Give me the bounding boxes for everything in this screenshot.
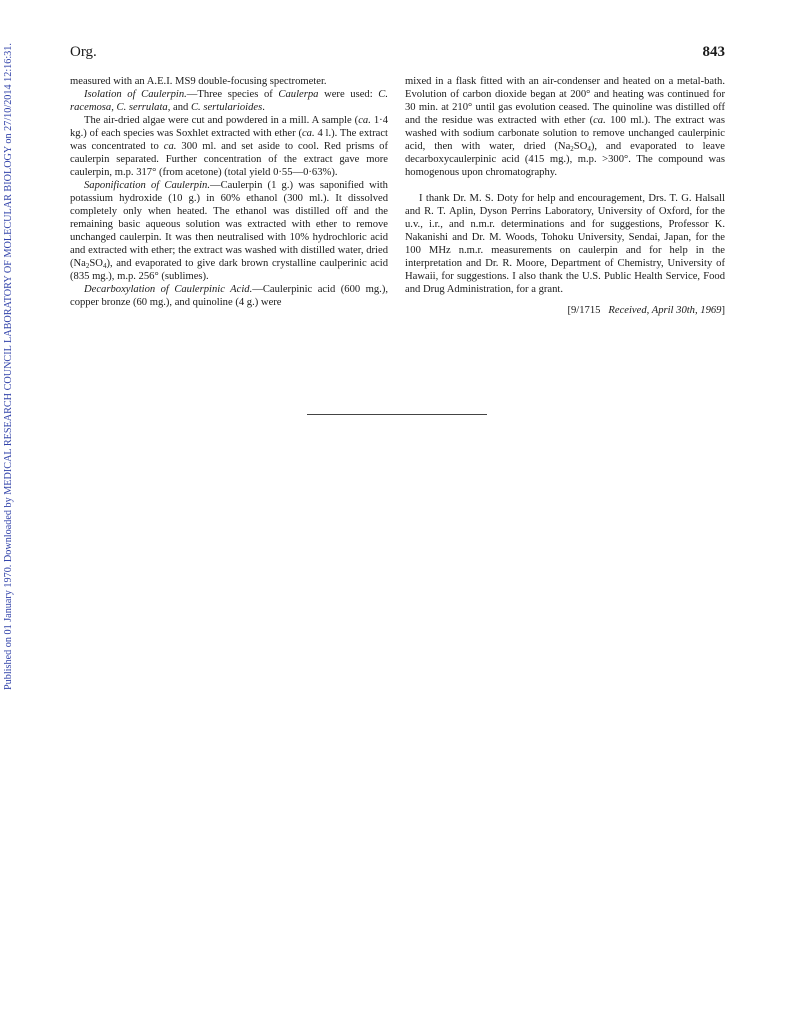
left-column	[70, 75, 388, 309]
paragraph-decarboxylation-continued: mixed in a flask fitted with an air-condenser and heated on a metal-bath. Evolution of carbon dioxide began at 200° and heating was continued for 30 min. at 210° until gas evolution ceased. The quinoline was distilled off and the residue was extracted with ether (ca. 100 ml.). The extract was washed with sodium carbonate solution to remove unchanged caulerpinic acid, then with water, dried $(Na_2SO_4)$, and evaporated to leave decarboxycaulerpinic acid (415 mg.), m.p. >300°. The compound was homogenous upon chromatography.	[405, 76, 725, 178]
running-head	[70, 44, 725, 64]
paragraph-decarboxylation: Decarboxylation of Caulerpinic Acid.—Caulerpinic acid (600 mg.), copper bronze (60 mg.), and quinoline (4 g.) were	[70, 284, 388, 308]
received-date: Received, April 30th, 1969	[608, 305, 722, 316]
section-heading-isolation: Isolation of Caulerpin.	[84, 89, 187, 100]
paragraph-saponification: Saponification of Caulerpin.—Caulerpin (1 g.) was saponified with potassium hydroxide (10 g.) in 60% ethanol (300 ml.). It dissolved completely only when heated. The ethanol was distilled off and the remaining basic aqueous solution was extracted with ether to remove unchanged caulerpin. It was then neutralised with 10% hydrochloric acid and extracted with ether; the extract was washed with distilled water, dried $(Na_2SO_4)$, and evaporated to give dark brown crystalline caulperinic acid (835 mg.), m.p. 256° (sublimes).	[70, 180, 388, 282]
received-line: [9/1715 Received, April 30th, 1969]	[567, 305, 725, 316]
section-heading-decarboxylation: Decarboxylation of Caulerpinic Acid.	[84, 284, 253, 295]
paragraph-acknowledgements: I thank Dr. M. S. Doty for help and encouragement, Drs. T. G. Halsall and R. T. Aplin, Dyson Perrins Laboratory, University of Oxford, for the u.v., i.r., and n.m.r. determinations and for suggestions, Professor K. Nakanishi and Dr. M. Woods, Tohoku University, Sendai, Japan, for the 100 MHz n.m.r. measurements on caulerpin and for help in the interpretation and Dr. R. Moore, Department of Chemistry, University of Hawaii, for suggestions. I also thank the U.S. Public Health Service, Food and Drug Administration, for a grant.	[405, 193, 725, 295]
publication-stamp-text: Published on 01 January 1970. Downloaded by MEDICAL RESEARCH COUNCIL LABORATORY OF MOLECULAR BIOLOGY on 27/10/2014 12:16:31.	[3, 43, 14, 690]
paragraph-spectrometer: measured with an A.E.I. MS9 double-focusing spectrometer.	[70, 76, 327, 87]
paragraph-extraction: The air-dried algae were cut and powdered in a mill. A sample (ca. 1·4 kg.) of each species was Soxhlet extracted with ether (ca. 4 l.). The extract was concentrated to ca. 300 ml. and set aside to cool. Red prisms of caulerpin separated. Further concentration of the extract gave more caulerpin, m.p. 317° (from acetone) (total yield 0·55—0·63%).	[70, 115, 388, 178]
journal-name: Org.	[70, 44, 97, 60]
end-of-article-rule	[307, 414, 487, 415]
section-heading-saponification: Saponification of Caulerpin.	[84, 180, 210, 191]
paragraph-isolation: Isolation of Caulerpin.—Three species of Caulerpa were used: C. racemosa, C. serrulata, and C. sertularioides.	[70, 89, 388, 113]
right-column	[405, 75, 725, 317]
page-number: 843	[702, 44, 725, 60]
publication-stamp	[2, 0, 16, 690]
reference-number: [9/1715	[567, 305, 601, 316]
